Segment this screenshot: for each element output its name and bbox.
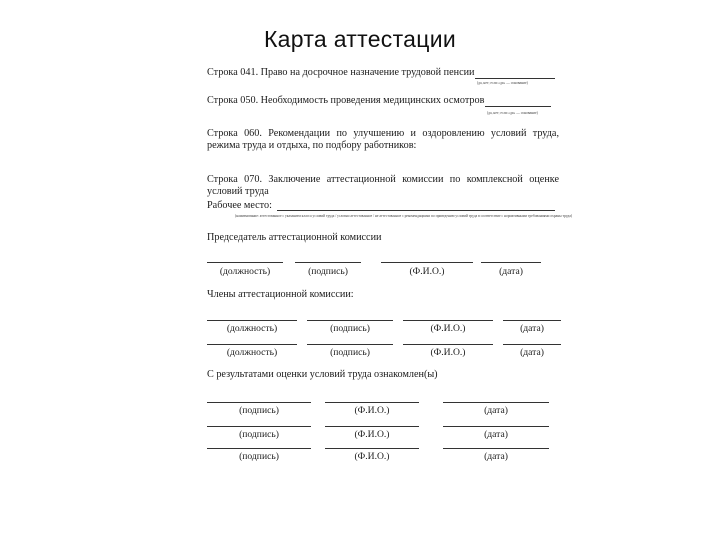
acq2-name-label: (Ф.И.О.) [354,429,390,440]
row-041-hint: (да, нет; если «да» — основание) [477,81,528,85]
acq1-date-line[interactable] [443,402,549,403]
acq2-date-label: (дата) [484,429,508,440]
chairman-position-label: (должность) [219,266,271,277]
acq2-signature-line[interactable] [207,426,311,427]
member2-signature-line[interactable] [307,344,393,345]
acq3-date-line[interactable] [443,448,549,449]
acq3-signature-label: (подпись) [239,451,279,462]
attestation-form [205,62,573,472]
member2-name-label: (Ф.И.О.) [430,347,466,358]
acq3-date-label: (дата) [484,451,508,462]
member2-date-label: (дата) [520,347,544,358]
chairman-name-line[interactable] [381,262,473,263]
workplace-label: Рабочее место: [207,200,272,211]
chairman-signature-label: (подпись) [308,266,348,277]
slide-title: Карта аттестации [263,26,457,52]
acq1-signature-line[interactable] [207,402,311,403]
chairman-signature-line[interactable] [295,262,361,263]
chairman-heading: Председатель аттестационной комиссии [207,232,382,243]
row-060-text: Строка 060. Рекомендации по улучшению и оздоровлению условий труда, режима труда и отдыха, по подбору работников: [207,128,559,151]
member1-name-line[interactable] [403,320,493,321]
workplace-hint: (наименование: аттестованное с указанием класса условий труда / условно аттестованное / не аттестованное с рекомендациями по приведению условий труда в соответствие с нормативными требованиями охраны труда) [235,214,573,218]
row-050-hint: (да, нет; если «да» — основание) [487,111,538,115]
member1-name-label: (Ф.И.О.) [430,323,466,334]
acq1-name-line[interactable] [325,402,419,403]
acq3-signature-line[interactable] [207,448,311,449]
member1-date-label: (дата) [520,323,544,334]
member1-position-line[interactable] [207,320,297,321]
acq2-name-line[interactable] [325,426,419,427]
acq3-name-label: (Ф.И.О.) [354,451,390,462]
member1-signature-label: (подпись) [330,323,370,334]
acq1-signature-label: (подпись) [239,405,279,416]
member1-position-label: (должность) [226,323,278,334]
member2-name-line[interactable] [403,344,493,345]
row-041-text: Строка 041. Право на досрочное назначение трудовой пенсии [207,67,475,78]
chairman-name-label: (Ф.И.О.) [409,266,445,277]
row-041-field[interactable] [475,78,555,79]
member2-signature-label: (подпись) [330,347,370,358]
chairman-position-line[interactable] [207,262,283,263]
row-050-text: Строка 050. Необходимость проведения медицинских осмотров [207,95,485,106]
member1-signature-line[interactable] [307,320,393,321]
row-050-field[interactable] [485,106,551,107]
acquainted-heading: С результатами оценки условий труда ознакомлен(ы) [207,369,438,380]
acq1-date-label: (дата) [484,405,508,416]
member2-position-label: (должность) [226,347,278,358]
member2-position-line[interactable] [207,344,297,345]
chairman-date-line[interactable] [481,262,541,263]
acq2-date-line[interactable] [443,426,549,427]
acq1-name-label: (Ф.И.О.) [354,405,390,416]
chairman-date-label: (дата) [499,266,523,277]
members-heading: Члены аттестационной комиссии: [207,289,354,300]
member1-date-line[interactable] [503,320,561,321]
acq2-signature-label: (подпись) [239,429,279,440]
acq3-name-line[interactable] [325,448,419,449]
workplace-field[interactable] [277,210,555,211]
member2-date-line[interactable] [503,344,561,345]
row-070-text: Строка 070. Заключение аттестационной комиссии по комплексной оценке условий труда [207,174,559,197]
